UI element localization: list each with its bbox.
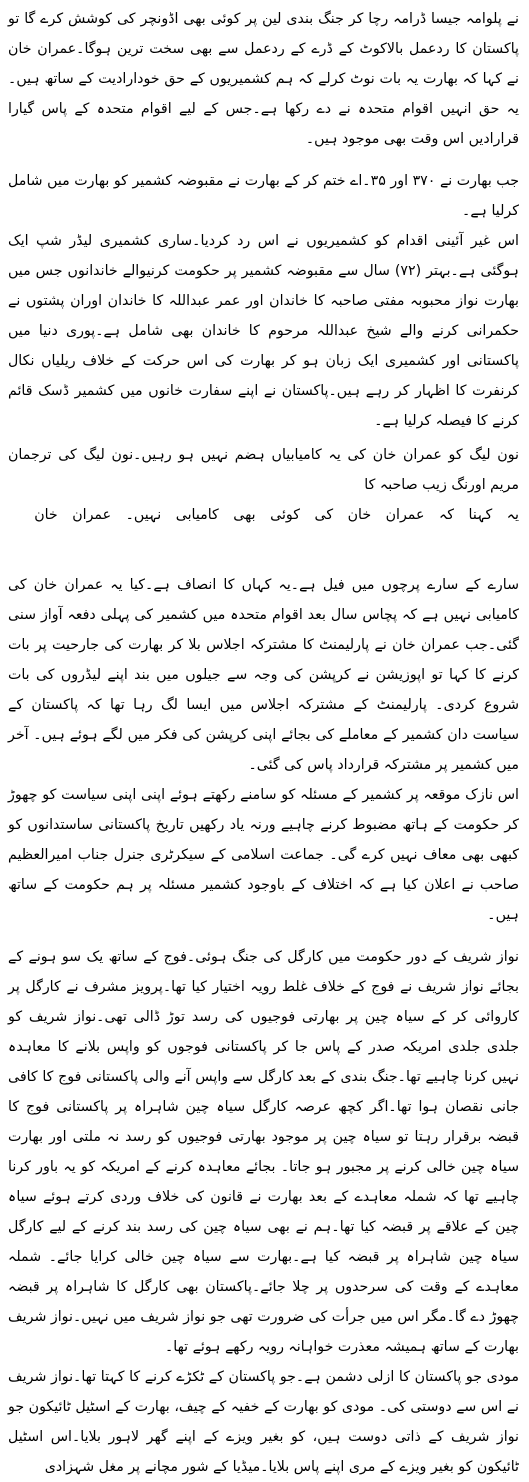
paragraph-gap — [8, 930, 519, 942]
article-paragraph: نے پلوامہ جیسا ڈرامہ رچا کر جنگ بندی لین پر کوئی بھی اڈونچر کی کوشش کرے گا تو پاکستان کا ردعمل بالاکوٹ کے ڈرے کے ردعمل سے بھی سخت ترین ہوگا۔عمران خان نے کہا کہ بھارت یہ بات نوٹ کرلے کہ ہم کشمیریوں کے حق خودارادیت کے ساتھ ہیں۔ یہ حق انہیں اقوام متحدہ نے دے رکھا ہے۔جس کے لیے اقوام متحدہ کے پاس گیارا قرارادیں اس وقت بھی موجود ہیں۔ — [8, 11, 519, 147]
article-paragraph: جب بھارت نے ۳۷۰ اور ۳۵۔اے ختم کر کے بھارت نے مقبوضہ کشمیر کو بھارت میں شامل کرلیا ہے۔ — [8, 173, 520, 219]
paragraph-gap — [8, 154, 519, 166]
article-paragraph: نون لیگ کو عمران خان کی یہ کامیابیاں ہضم نہیں ہو رہیں۔نون لیگ کی ترجمان مریم اورنگ زیب صاحبہ کا — [8, 447, 519, 493]
article-paragraph: مودی جو پاکستان کا ازلی دشمن ہے۔جو پاکستان کے ٹکڑے کرنے کا کہتا تھا۔نواز شریف نے اس سے دوستی کی۔ مودی کو بھارت کے خفیہ کے چیف، بھارت کے اسٹیل ٹائیکون جو نواز شریف کے ذاتی دوست ہیں، کو بغیر ویزے کے اپنے گھر لاہور بلایا۔اس اسٹیل ٹائیکون کو بغیر ویزے کے مری اپنے پاس بلایا۔میڈیا کے شور مچانے پر مغل شہزادی — [8, 1369, 519, 1475]
article-paragraph: سارے کے سارے پرچوں میں فیل ہے۔یہ کہاں کا انصاف ہے۔کیا یہ عمران خان کی کامیابی نہیں ہے کہ پچاس سال بعد اقوام متحدہ میں کشمیر کی پہلی دفعہ آواز سنی گئی۔جب عمران خان نے پارلیمنٹ کا مشترکہ اجلاس بلا کر بھارت کی جارحیت پر بات کرنے کا کہا تو اپوزیشن نے کرپشن کی وجہ سے جیلوں میں بند اپنے لیڈروں کی بات شروع کردی۔ پارلیمنٹ کے مشترکہ اجلاس میں ایسا لگ رہا تھا کہ پاکستان کے سیاست دان کشمیر کے معاملے کی بجائے اپنی کرپشن کی فکر میں لگے ہوئے ہیں۔ آخر میں کشمیر پر مشترکہ قرارداد پاس کی گئی۔ — [8, 577, 519, 773]
paragraph-gap — [8, 530, 519, 570]
article-paragraph: اس نازک موقعہ پر کشمیر کے مسئلہ کو سامنے رکھتے ہوئے اپنی اپنی سیاست کو چھوڑ کر حکومت کے ہاتھ مضبوط کرنے چاہیے ورنہ یاد رکھیں تاریخ پاکستانی ساستدانوں کو کبھی بھی معاف نہیں کرے گی۔ جماعت اسلامی کے سیکرٹری جنرل جناب امیرالعظیم صاحب نے اعلان کیا ہے کہ اختلاف کے باوجود کشمیر مسئلہ پر ہم حکومت کے ساتھ ہیں۔ — [8, 787, 519, 923]
article-paragraph: یہ کہنا کہ عمران خان کی کوئی بھی کامیابی نہیں۔ عمران خان — [34, 507, 519, 523]
article-paragraph: نواز شریف کے دور حکومت میں کارگل کی جنگ ہوئی۔فوج کے ساتھ یک سو ہونے کے بجائے نواز شریف نے فوج کے خلاف غلط رویہ اختیار کیا تھا۔پرویز مشرف نے کارگل پر کاروائی کر کے سیاہ چین پر بھارتی فوجیوں کی رسد توڑ ڈالی تھی۔نواز شریف کو جلدی جلدی امریکہ صدر کے پاس جا کر پاکستانی فوجوں کو واپس بلانے کا معاہدہ نہیں کرنا چاہیے تھا۔جنگ بندی کے بعد کارگل سے واپس آنے والی پاکستانی فوج کا کافی جانی نقصان ہوا تھا۔اگر کچھ عرصہ کارگل سیاہ چین شاہراہ پر پاکستانی فوج کا قبضہ برقرار رہتا تو سیاہ چین پر موجود بھارتی فوجیوں کو رسد نہ ملتی اور بھارت سیاہ چین خالی کرنے پر مجبور ہو جاتا۔ بجائے معاہدہ کرنے کے امریکہ کو یہ باور کرنا چاہیے تھا کہ شملہ معاہدے کے بعد بھارت نے قانون کی خلاف وردی کرتے ہوئے سیاہ چین کے علاقے پر قبضہ کیا تھا۔ہم نے بھی سیاہ چین کی رسد بند کرنے کے لیے کارگل سیاہ چین شاہراہ پر قبضہ کیا ہے۔بھارت سے سیاہ چین خالی کرایا جائے۔ شملہ معاہدے کے وقت کی سرحدوں پر چلا جائے۔پاکستان بھی کارگل کا شاہراہ پر قبضہ چھوڑ دے گا۔مگر اس میں جرأت کی ضرورت تھی جو نواز شریف میں نہیں۔نواز شریف بھارت کے ساتھ ہمیشہ معذرت خواہانہ رویہ رکھے ہوئے تھا۔ — [8, 949, 519, 1355]
article-paragraph: اس غیر آئینی اقدام کو کشمیریوں نے اس رد کردیا۔ساری کشمیری لیڈر شپ ایک ہوگئی ہے۔بہتر (۷۲) سال سے مقبوضہ کشمیر پر حکومت کرنیوالے خاندانوں جس میں بھارت نواز محبوبہ مفتی صاحبہ کا خاندان اور عمر عبداللہ کا خاندان اوران پشتوں نے حکمرانی کرنے والے شیخ عبداللہ مرحوم کا خاندان بھی شامل ہے۔پوری دنیا میں پاکستانی اور کشمیری ایک زبان ہو کر بھارت کی اس حرکت کے خلاف ریلیاں نکال کرنفرت کا اظہار کر رہے ہیں۔پاکستان نے اپنے سفارت خانوں میں کشمیر ڈسک قائم کرنے کا فیصلہ کرلیا ہے۔ — [8, 233, 519, 429]
